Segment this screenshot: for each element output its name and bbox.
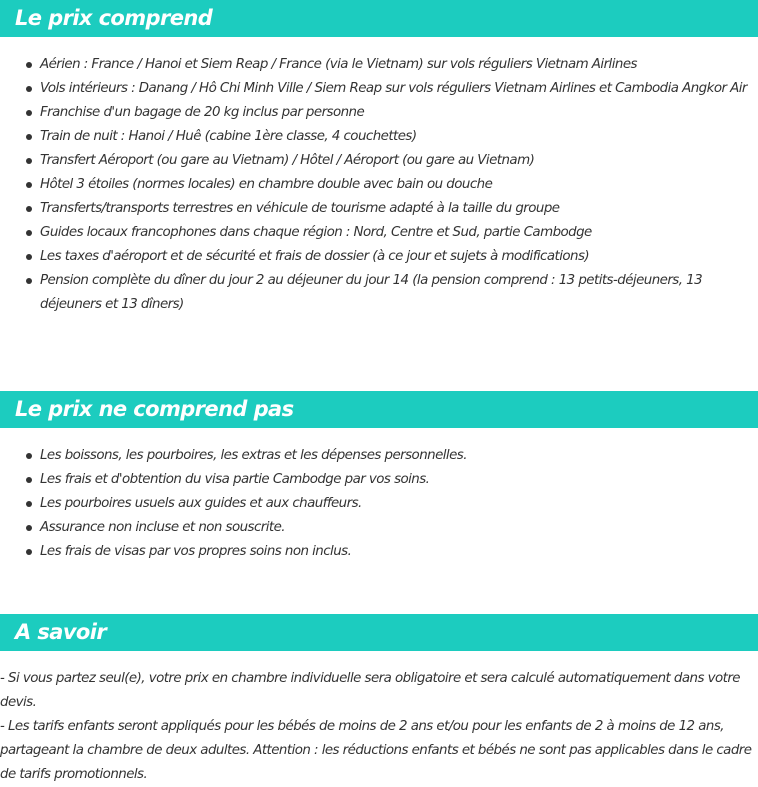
list-item: Transferts/transports terrestres en véhicule de tourisme adapté à la taille du groupe <box>0 197 758 221</box>
list-item: Train de nuit : Hanoi / Huê (cabine 1ère classe, 4 couchettes) <box>0 125 758 149</box>
included-list <box>0 53 758 317</box>
list-item: Les boissons, les pourboires, les extras et les dépenses personnelles. <box>0 444 758 468</box>
list-item: Aérien : France / Hanoi et Siem Reap / France (via le Vietnam) sur vols réguliers Vietnam Airlines <box>0 53 758 77</box>
list-item: Les pourboires usuels aux guides et aux chauffeurs. <box>0 492 758 516</box>
list-item: Les frais et d'obtention du visa partie Cambodge par vos soins. <box>0 468 758 492</box>
list-item: Pension complète du dîner du jour 2 au déjeuner du jour 14 (la pension comprend : 13 petits-déjeuners, 13 déjeuners et 13 dîners) <box>0 269 758 317</box>
list-item: Transfert Aéroport (ou gare au Vietnam) / Hôtel / Aéroport (ou gare au Vietnam) <box>0 149 758 173</box>
info-paragraph-child-rates: - Les tarifs enfants seront appliqués pour les bébés de moins de 2 ans et/ou pour les enfants de 2 à moins de 12 ans, partageant la chambre de deux adultes. Attention : les réductions enfants et bébés ne sont pas applicables dans le cadre de tarifs promotionnels. <box>0 719 752 782</box>
list-item: Les taxes d'aéroport et de sécurité et frais de dossier (à ce jour et sujets à modifications) <box>0 245 758 269</box>
excluded-section-title: Le prix ne comprend pas <box>0 391 758 428</box>
info-paragraph-single-room: - Si vous partez seul(e), votre prix en chambre individuelle sera obligatoire et sera calculé automatiquement dans votre devis. <box>0 671 740 710</box>
list-item: Les frais de visas par vos propres soins non inclus. <box>0 540 758 564</box>
list-item: Assurance non incluse et non souscrite. <box>0 516 758 540</box>
info-section-title: A savoir <box>0 614 758 651</box>
info-notes <box>0 667 754 787</box>
excluded-list <box>0 444 758 564</box>
list-item: Guides locaux francophones dans chaque région : Nord, Centre et Sud, partie Cambodge <box>0 221 758 245</box>
list-item: Hôtel 3 étoiles (normes locales) en chambre double avec bain ou douche <box>0 173 758 197</box>
list-item: Vols intérieurs : Danang / Hô Chi Minh Ville / Siem Reap sur vols réguliers Vietnam Airlines et Cambodia Angkor Air <box>0 77 758 101</box>
list-item: Franchise d'un bagage de 20 kg inclus par personne <box>0 101 758 125</box>
included-section-title: Le prix comprend <box>0 0 758 37</box>
